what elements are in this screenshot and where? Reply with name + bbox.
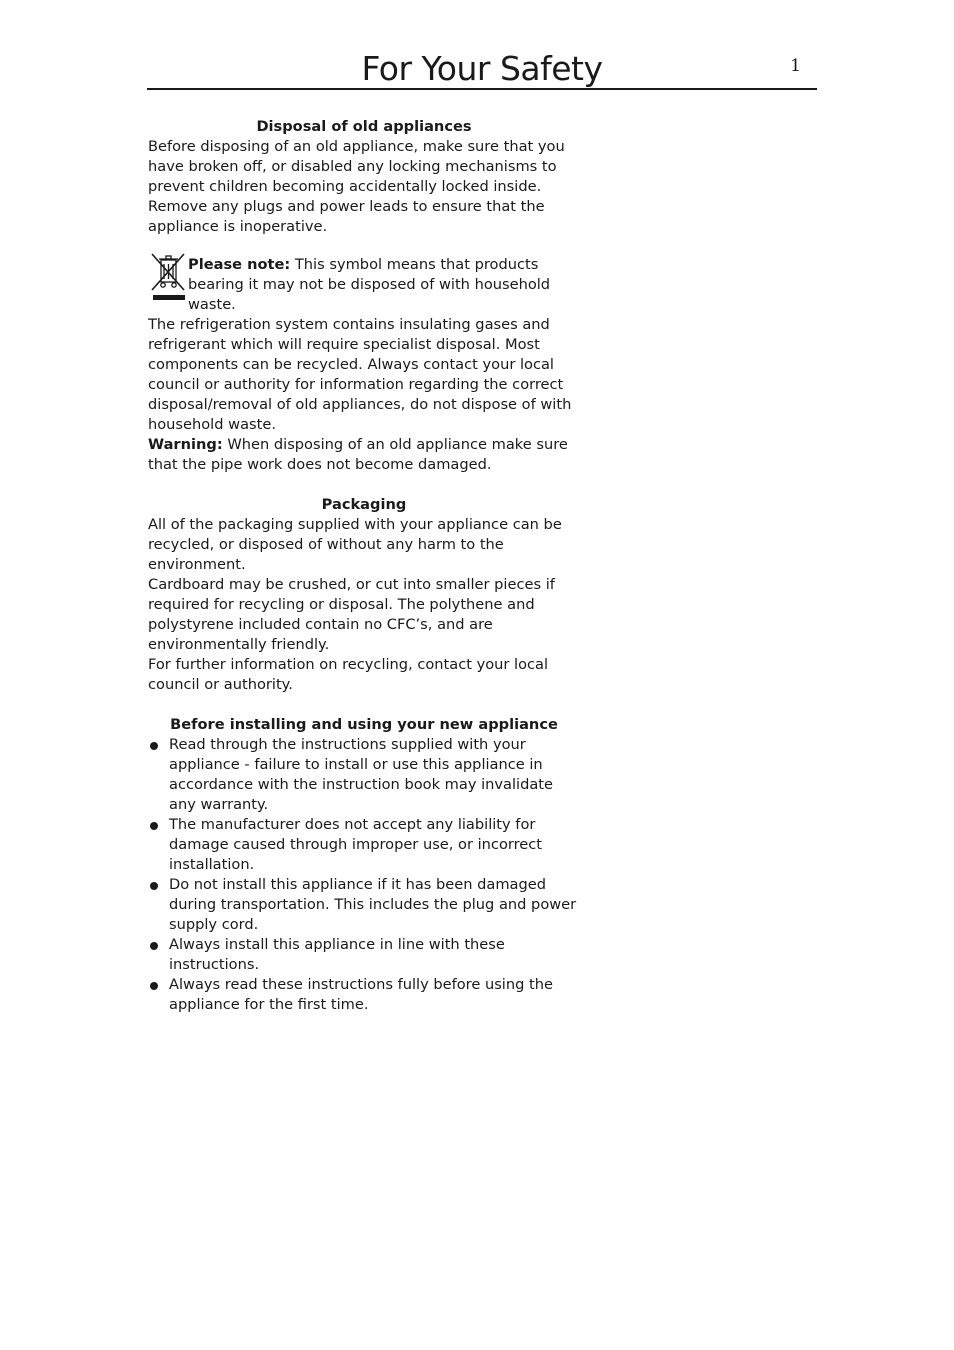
list-item xyxy=(148,975,580,1015)
section-spacer xyxy=(148,475,580,495)
list-item-text: Always read these instructions fully before using the appliance for the first time. xyxy=(169,976,553,1013)
warning-text: When disposing of an old appliance make sure that the pipe work does not become damaged. xyxy=(148,436,568,473)
bullet-dot-icon xyxy=(150,982,158,990)
warning-label: Warning: xyxy=(148,436,223,453)
list-item-text: Read through the instructions supplied with your appliance - failure to install or use this appliance in accordance with the instruction book may invalidate any warranty. xyxy=(169,736,553,813)
installing-heading: Before installing and using your new appliance xyxy=(170,716,558,733)
refrigeration-paragraph: The refrigeration system contains insulating gases and refrigerant which will require specialist disposal. Most components can be recycled. Always contact your local council or authority for information regarding the correct disposal/removal of old appliances, do not dispose of with household waste. xyxy=(148,316,572,433)
please-note-text: This symbol means that products bearing it may not be disposed of with household waste. xyxy=(188,256,551,313)
page-header xyxy=(147,48,817,90)
please-note-label: Please note: xyxy=(188,256,291,273)
content-column xyxy=(148,117,580,1015)
packaging-paragraph-2: Cardboard may be crushed, or cut into smaller pieces if required for recycling or disposal. The polythene and polystyrene included contain no CFC’s, and are environmentally friendly. xyxy=(148,576,555,653)
list-item xyxy=(148,935,580,975)
please-note-block xyxy=(148,255,580,315)
page-title: For Your Safety xyxy=(361,49,603,88)
disposal-intro: Before disposing of an old appliance, make sure that you have broken off, or disabled any locking mechanisms to prevent children becoming accidentally locked inside. Remove any plugs and power leads to ensure that the appliance is inoperative. xyxy=(148,138,565,235)
packaging-paragraph-1: All of the packaging supplied with your appliance can be recycled, or disposed of without any harm to the environment. xyxy=(148,516,562,573)
bullet-dot-icon xyxy=(150,822,158,830)
crossed-out-wheelie-bin-icon xyxy=(148,251,188,303)
list-item xyxy=(148,815,580,875)
list-item xyxy=(148,875,580,935)
bullet-dot-icon xyxy=(150,942,158,950)
section-spacer xyxy=(148,695,580,715)
list-item xyxy=(148,735,580,815)
warning-paragraph xyxy=(148,435,580,475)
packaging-heading: Packaging xyxy=(321,496,407,513)
list-item-text: Do not install this appliance if it has been damaged during transportation. This includes the plug and power supply cord. xyxy=(169,876,577,933)
list-item-text: Always install this appliance in line with these instructions. xyxy=(169,936,505,973)
packaging-paragraph-3: For further information on recycling, contact your local council or authority. xyxy=(148,656,549,693)
installing-section xyxy=(148,715,580,1015)
installing-list xyxy=(148,735,580,1015)
bullet-dot-icon xyxy=(150,742,158,750)
please-note-paragraph xyxy=(188,255,580,315)
disposal-section xyxy=(148,117,580,475)
list-item-text: The manufacturer does not accept any liability for damage caused through improper use, or incorrect installation. xyxy=(169,816,543,873)
packaging-section xyxy=(148,495,580,695)
page-number: 1 xyxy=(790,56,801,76)
bullet-dot-icon xyxy=(150,882,158,890)
disposal-heading: Disposal of old appliances xyxy=(256,118,472,135)
